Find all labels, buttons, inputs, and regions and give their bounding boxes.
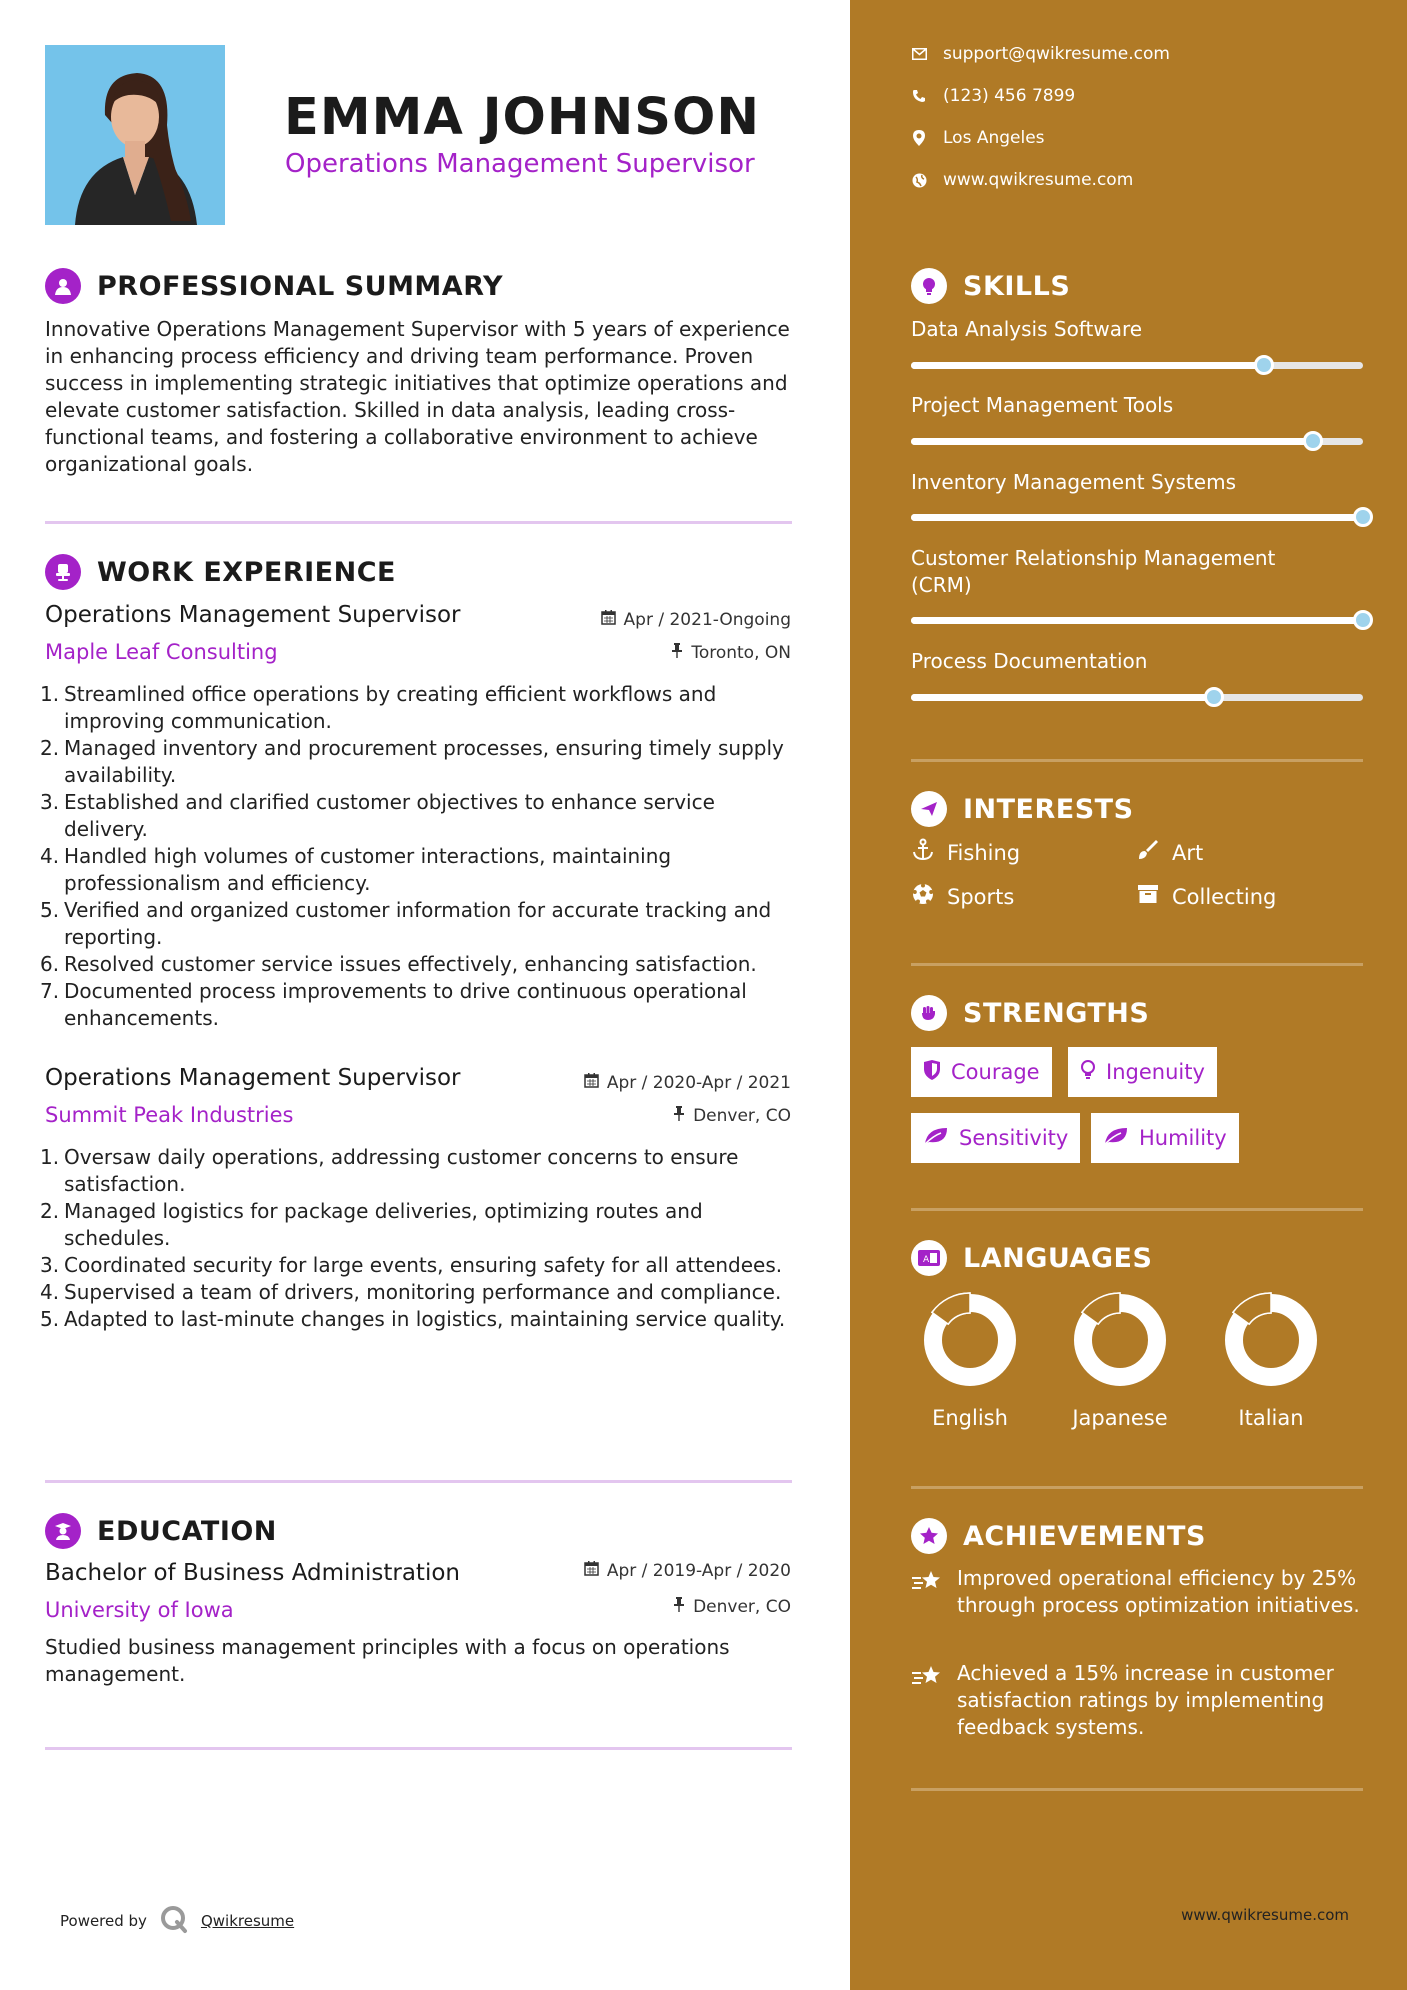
globe-icon	[911, 173, 927, 188]
powered-by: Powered by Qwikresume	[60, 1904, 294, 1938]
translate-icon	[911, 1240, 947, 1276]
star-badge-icon	[911, 1518, 947, 1554]
job-date: Apr / 2020-Apr / 2021	[584, 1073, 791, 1093]
skill-label: Customer Relationship Management (CRM)	[911, 546, 1276, 597]
strengths-title: STRENGTHS	[963, 997, 1150, 1029]
degree-title: Bachelor of Business Administration	[45, 1560, 460, 1586]
lightbulb-icon	[911, 268, 947, 304]
lightbulb-icon	[1080, 1060, 1096, 1085]
language-label: Japanese	[1072, 1406, 1168, 1430]
user-icon	[45, 268, 81, 304]
pin-icon	[673, 1597, 685, 1617]
contact-website[interactable]: www.qwikresume.com	[911, 170, 1133, 190]
leaf-icon	[1103, 1126, 1129, 1151]
skill-bar-fill	[911, 514, 1363, 521]
sidebar	[850, 0, 1407, 1990]
strengths-heading	[911, 995, 1149, 1031]
experience-heading	[45, 554, 396, 590]
languages-title: LANGUAGES	[963, 1242, 1153, 1274]
school-name: University of Iowa	[45, 1598, 234, 1622]
map-marker-icon	[911, 130, 927, 146]
section-divider	[911, 759, 1363, 762]
education-heading	[45, 1513, 277, 1549]
section-divider	[911, 963, 1363, 966]
experience-title: WORK EXPERIENCE	[97, 556, 396, 588]
interest-item: Art	[1136, 838, 1203, 867]
skill-bar-knob	[1303, 431, 1323, 451]
skill-bar-fill	[911, 694, 1214, 701]
skill-bar	[911, 617, 1363, 624]
skill-bar-knob	[1204, 687, 1224, 707]
soccer-ball-icon	[911, 882, 935, 911]
skill-bar	[911, 362, 1363, 369]
list-item: 3. Coordinated security for large events, ensuring safety for all attendees.	[40, 1253, 783, 1277]
skill-label: Data Analysis Software	[911, 317, 1143, 341]
summary-title: PROFESSIONAL SUMMARY	[97, 270, 504, 302]
language-label: Italian	[1238, 1406, 1304, 1430]
job-title: Operations Management Supervisor	[45, 602, 461, 628]
company-name: Maple Leaf Consulting	[45, 640, 278, 664]
skill-bar-knob	[1353, 610, 1373, 630]
interest-item: Collecting	[1136, 882, 1276, 911]
section-divider	[911, 1486, 1363, 1489]
paper-plane-icon	[911, 791, 947, 827]
shooting-star-icon	[911, 1565, 945, 1619]
office-chair-icon	[45, 554, 81, 590]
phone-icon	[911, 89, 927, 103]
skill-bar-knob	[1353, 507, 1373, 527]
leaf-icon	[923, 1126, 949, 1151]
footer-website[interactable]: www.qwikresume.com	[1181, 1906, 1349, 1924]
shield-icon	[923, 1060, 941, 1085]
graduate-icon	[45, 1513, 81, 1549]
anchor-icon	[911, 838, 935, 867]
skill-bar-fill	[911, 617, 1363, 624]
skill-bar	[911, 694, 1363, 701]
job-title: Operations Management Supervisor	[45, 1065, 461, 1091]
language-ring	[920, 1290, 1020, 1390]
language-item	[1221, 1290, 1321, 1430]
candidate-role: Operations Management Supervisor	[285, 149, 755, 179]
interests-title: INTERESTS	[963, 793, 1134, 825]
archive-box-icon	[1136, 882, 1160, 911]
contact-phone: (123) 456 7899	[911, 86, 1075, 106]
skill-bar-knob	[1254, 355, 1274, 375]
education-date: Apr / 2019-Apr / 2020	[584, 1561, 791, 1581]
list-item: 5. Verified and organized customer information for accurate tracking and reporting.	[40, 898, 772, 949]
language-label: English	[932, 1406, 1008, 1430]
interest-item: Fishing	[911, 838, 1020, 867]
svg-text:A: A	[923, 1255, 930, 1265]
fist-icon	[911, 995, 947, 1031]
list-item: 4. Supervised a team of drivers, monitoring performance and compliance.	[40, 1280, 782, 1304]
section-divider	[45, 1480, 792, 1483]
list-item: 5. Adapted to last-minute changes in logistics, maintaining service quality.	[40, 1307, 786, 1331]
education-text: Studied business management principles with a focus on operations management.	[45, 1635, 730, 1686]
job-date: Apr / 2021-Ongoing	[601, 610, 791, 630]
skill-label: Process Documentation	[911, 649, 1148, 673]
section-divider	[45, 1747, 792, 1750]
achievement-item: Improved operational efficiency by 25% through process optimization initiatives.	[911, 1565, 1366, 1619]
summary-heading	[45, 268, 503, 304]
pin-icon	[671, 643, 683, 663]
calendar-icon	[584, 1073, 599, 1093]
education-location: Denver, CO	[673, 1597, 791, 1617]
skill-bar	[911, 438, 1363, 445]
brush-icon	[1136, 838, 1160, 867]
summary-text: Innovative Operations Management Supervisor with 5 years of experience in enhancing process efficiency and driving team performance. Proven success in implementing strategic initiatives that optimize operations and elevate customer satisfaction. Skilled in data analysis, leading cross-functional teams, and fostering a collaborative environment to achieve organizational goals.	[45, 317, 790, 476]
skills-heading	[911, 268, 1070, 304]
profile-photo	[45, 45, 225, 225]
candidate-name: EMMA JOHNSON	[284, 88, 761, 147]
shooting-star-icon	[911, 1660, 945, 1741]
language-ring	[1221, 1290, 1321, 1390]
contact-email: support@qwikresume.com	[911, 44, 1170, 64]
achievements-title: ACHIEVEMENTS	[963, 1520, 1206, 1552]
list-item: 1. Streamlined office operations by creating efficient workflows and improving communication.	[40, 682, 717, 733]
skill-bar-fill	[911, 362, 1264, 369]
section-divider	[911, 1788, 1363, 1791]
calendar-icon	[584, 1561, 599, 1581]
languages-heading	[911, 1240, 1152, 1276]
company-name: Summit Peak Industries	[45, 1103, 294, 1127]
achievements-heading	[911, 1518, 1206, 1554]
interests-heading	[911, 791, 1134, 827]
language-item	[1070, 1290, 1170, 1430]
job-duties-list	[40, 681, 800, 1032]
interest-item: Sports	[911, 882, 1014, 911]
job-duties-list	[40, 1144, 800, 1333]
envelope-icon	[911, 48, 927, 60]
qwikresume-logo-icon	[159, 1904, 189, 1938]
language-ring	[1070, 1290, 1170, 1390]
skill-label: Inventory Management Systems	[911, 470, 1236, 494]
qwikresume-link[interactable]: Qwikresume	[200, 1912, 295, 1930]
calendar-icon	[601, 610, 616, 630]
pin-icon	[673, 1106, 685, 1126]
education-title: EDUCATION	[97, 1515, 277, 1547]
list-item: 6. Resolved customer service issues effectively, enhancing satisfaction.	[40, 952, 757, 976]
strength-chip: Ingenuity	[1068, 1047, 1217, 1097]
list-item: 7. Documented process improvements to drive continuous operational enhancements.	[40, 979, 747, 1030]
section-divider	[45, 521, 792, 524]
list-item: 1. Oversaw daily operations, addressing customer concerns to ensure satisfaction.	[40, 1145, 739, 1196]
language-item	[920, 1290, 1020, 1430]
list-item: 3. Established and clarified customer objectives to enhance service delivery.	[40, 790, 715, 841]
skills-title: SKILLS	[963, 270, 1071, 302]
skill-label: Project Management Tools	[911, 393, 1174, 417]
skill-bar-fill	[911, 438, 1313, 445]
achievement-item: Achieved a 15% increase in customer satisfaction ratings by implementing feedback systems.	[911, 1660, 1366, 1741]
strength-chip: Humility	[1091, 1113, 1239, 1163]
strength-chip: Courage	[911, 1047, 1052, 1097]
job-location: Denver, CO	[673, 1106, 791, 1126]
strength-chip: Sensitivity	[911, 1113, 1080, 1163]
job-location: Toronto, ON	[671, 643, 791, 663]
section-divider	[911, 1208, 1363, 1211]
skill-bar	[911, 514, 1363, 521]
list-item: 2. Managed inventory and procurement processes, ensuring timely supply availability.	[40, 736, 784, 787]
list-item: 4. Handled high volumes of customer interactions, maintaining professionalism and efficiency.	[40, 844, 672, 895]
list-item: 2. Managed logistics for package deliveries, optimizing routes and schedules.	[40, 1199, 703, 1250]
contact-location: Los Angeles	[911, 128, 1045, 148]
